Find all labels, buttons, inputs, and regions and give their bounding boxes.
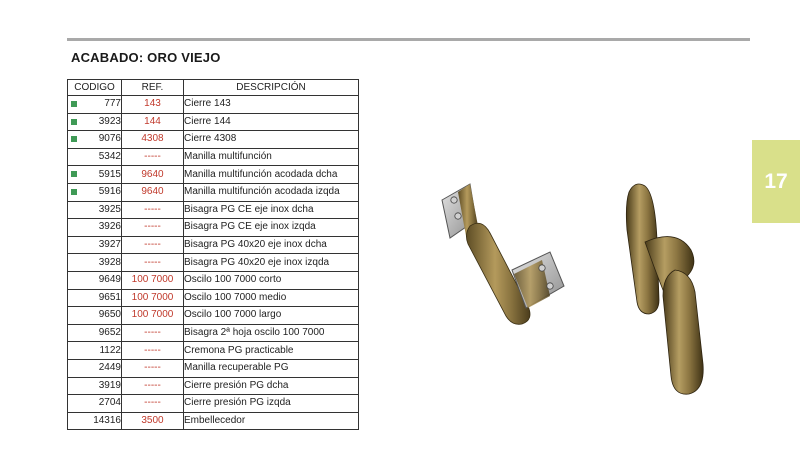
ref-cell: -----: [122, 201, 184, 219]
codigo-cell: [68, 324, 122, 342]
availability-marker-icon: [71, 171, 77, 177]
codigo-value: 9651: [98, 291, 121, 303]
descripcion-cell: Cierre 4308: [184, 131, 359, 149]
descripcion-cell: Manilla multifunción acodada dcha: [184, 166, 359, 184]
table-row: [68, 148, 359, 166]
descripcion-cell: Cierre 144: [184, 113, 359, 131]
table-row: [68, 342, 359, 360]
codigo-cell: [68, 307, 122, 325]
table-row: [68, 289, 359, 307]
table-row: [68, 254, 359, 272]
codigo-value: 3927: [98, 239, 121, 251]
codigo-cell: [68, 359, 122, 377]
descripcion-cell: Bisagra PG 40x20 eje inox izqda: [184, 254, 359, 272]
table-row: [68, 395, 359, 413]
ref-cell: 143: [122, 96, 184, 114]
descripcion-cell: Cierre presión PG dcha: [184, 377, 359, 395]
codigo-value: 3919: [98, 379, 121, 391]
availability-marker-icon: [71, 136, 77, 142]
ref-cell: 100 7000: [122, 271, 184, 289]
ref-cell: 3500: [122, 412, 184, 430]
table-row: [68, 201, 359, 219]
table-row: [68, 271, 359, 289]
ref-cell: 4308: [122, 131, 184, 149]
codigo-cell: [68, 236, 122, 254]
handle-image: [615, 180, 725, 400]
codigo-value: 3925: [98, 203, 121, 215]
codigo-cell: [68, 201, 122, 219]
ref-cell: -----: [122, 254, 184, 272]
section-title: ACABADO: ORO VIEJO: [71, 50, 221, 65]
codigo-cell: [68, 131, 122, 149]
codigo-value: 3923: [98, 115, 121, 127]
descripcion-cell: Manilla multifunción: [184, 148, 359, 166]
descripcion-cell: Bisagra PG CE eje inox izqda: [184, 219, 359, 237]
table-row: [68, 183, 359, 201]
descripcion-cell: Embellecedor: [184, 412, 359, 430]
codigo-value: 5915: [98, 168, 121, 180]
top-rule: [67, 38, 750, 41]
codigo-cell: [68, 412, 122, 430]
descripcion-cell: Cierre presión PG izqda: [184, 395, 359, 413]
ref-cell: -----: [122, 342, 184, 360]
ref-cell: 9640: [122, 183, 184, 201]
codigo-value: 2449: [98, 362, 121, 374]
codigo-cell: [68, 166, 122, 184]
codigo-value: 9650: [98, 309, 121, 321]
codigo-value: 1122: [99, 344, 121, 356]
codigo-cell: [68, 289, 122, 307]
page-number-tab: 17: [752, 140, 800, 223]
ref-cell: -----: [122, 236, 184, 254]
codigo-cell: [68, 113, 122, 131]
table-header-row: [68, 80, 359, 96]
table-row: [68, 324, 359, 342]
codigo-value: 14316: [93, 414, 121, 426]
hinge-image: [430, 178, 580, 338]
codigo-value: 9652: [98, 327, 121, 339]
codigo-value: 9076: [98, 133, 121, 145]
ref-cell: 100 7000: [122, 289, 184, 307]
codigo-cell: [68, 377, 122, 395]
ref-cell: 100 7000: [122, 307, 184, 325]
descripcion-cell: Cierre 143: [184, 96, 359, 114]
table-row: [68, 359, 359, 377]
ref-cell: 144: [122, 113, 184, 131]
codigo-value: 3926: [98, 221, 121, 233]
descripcion-cell: Oscilo 100 7000 medio: [184, 289, 359, 307]
codigo-value: 5342: [98, 151, 121, 163]
table-row: [68, 219, 359, 237]
availability-marker-icon: [71, 101, 77, 107]
descripcion-cell: Oscilo 100 7000 corto: [184, 271, 359, 289]
codigo-cell: [68, 342, 122, 360]
table-row: [68, 96, 359, 114]
descripcion-cell: Manilla recuperable PG: [184, 359, 359, 377]
table-row: [68, 412, 359, 430]
ref-cell: -----: [122, 148, 184, 166]
descripcion-cell: Bisagra PG CE eje inox dcha: [184, 201, 359, 219]
ref-cell: -----: [122, 324, 184, 342]
descripcion-cell: Bisagra 2ª hoja oscilo 100 7000: [184, 324, 359, 342]
product-table: [67, 79, 359, 430]
codigo-cell: [68, 183, 122, 201]
table-row: [68, 113, 359, 131]
descripcion-cell: Oscilo 100 7000 largo: [184, 307, 359, 325]
codigo-cell: [68, 148, 122, 166]
codigo-value: 9649: [98, 274, 121, 286]
descripcion-cell: Bisagra PG 40x20 eje inox dcha: [184, 236, 359, 254]
availability-marker-icon: [71, 189, 77, 195]
codigo-cell: [68, 271, 122, 289]
codigo-cell: [68, 395, 122, 413]
descripcion-cell: Manilla multifunción acodada izqda: [184, 183, 359, 201]
table-row: [68, 307, 359, 325]
ref-cell: -----: [122, 395, 184, 413]
header-codigo: CODIGO: [68, 80, 122, 96]
codigo-cell: [68, 254, 122, 272]
codigo-cell: [68, 219, 122, 237]
codigo-cell: [68, 96, 122, 114]
ref-cell: 9640: [122, 166, 184, 184]
codigo-value: 777: [104, 98, 121, 110]
codigo-value: 3928: [98, 256, 121, 268]
table-row: [68, 131, 359, 149]
table-row: [68, 236, 359, 254]
ref-cell: -----: [122, 359, 184, 377]
codigo-value: 5916: [98, 186, 121, 198]
ref-cell: -----: [122, 219, 184, 237]
ref-cell: -----: [122, 377, 184, 395]
table-row: [68, 166, 359, 184]
codigo-value: 2704: [98, 397, 121, 409]
descripcion-cell: Cremona PG practicable: [184, 342, 359, 360]
availability-marker-icon: [71, 119, 77, 125]
header-descripcion: DESCRIPCIÓN: [184, 80, 359, 96]
header-ref: REF.: [122, 80, 184, 96]
table-row: [68, 377, 359, 395]
